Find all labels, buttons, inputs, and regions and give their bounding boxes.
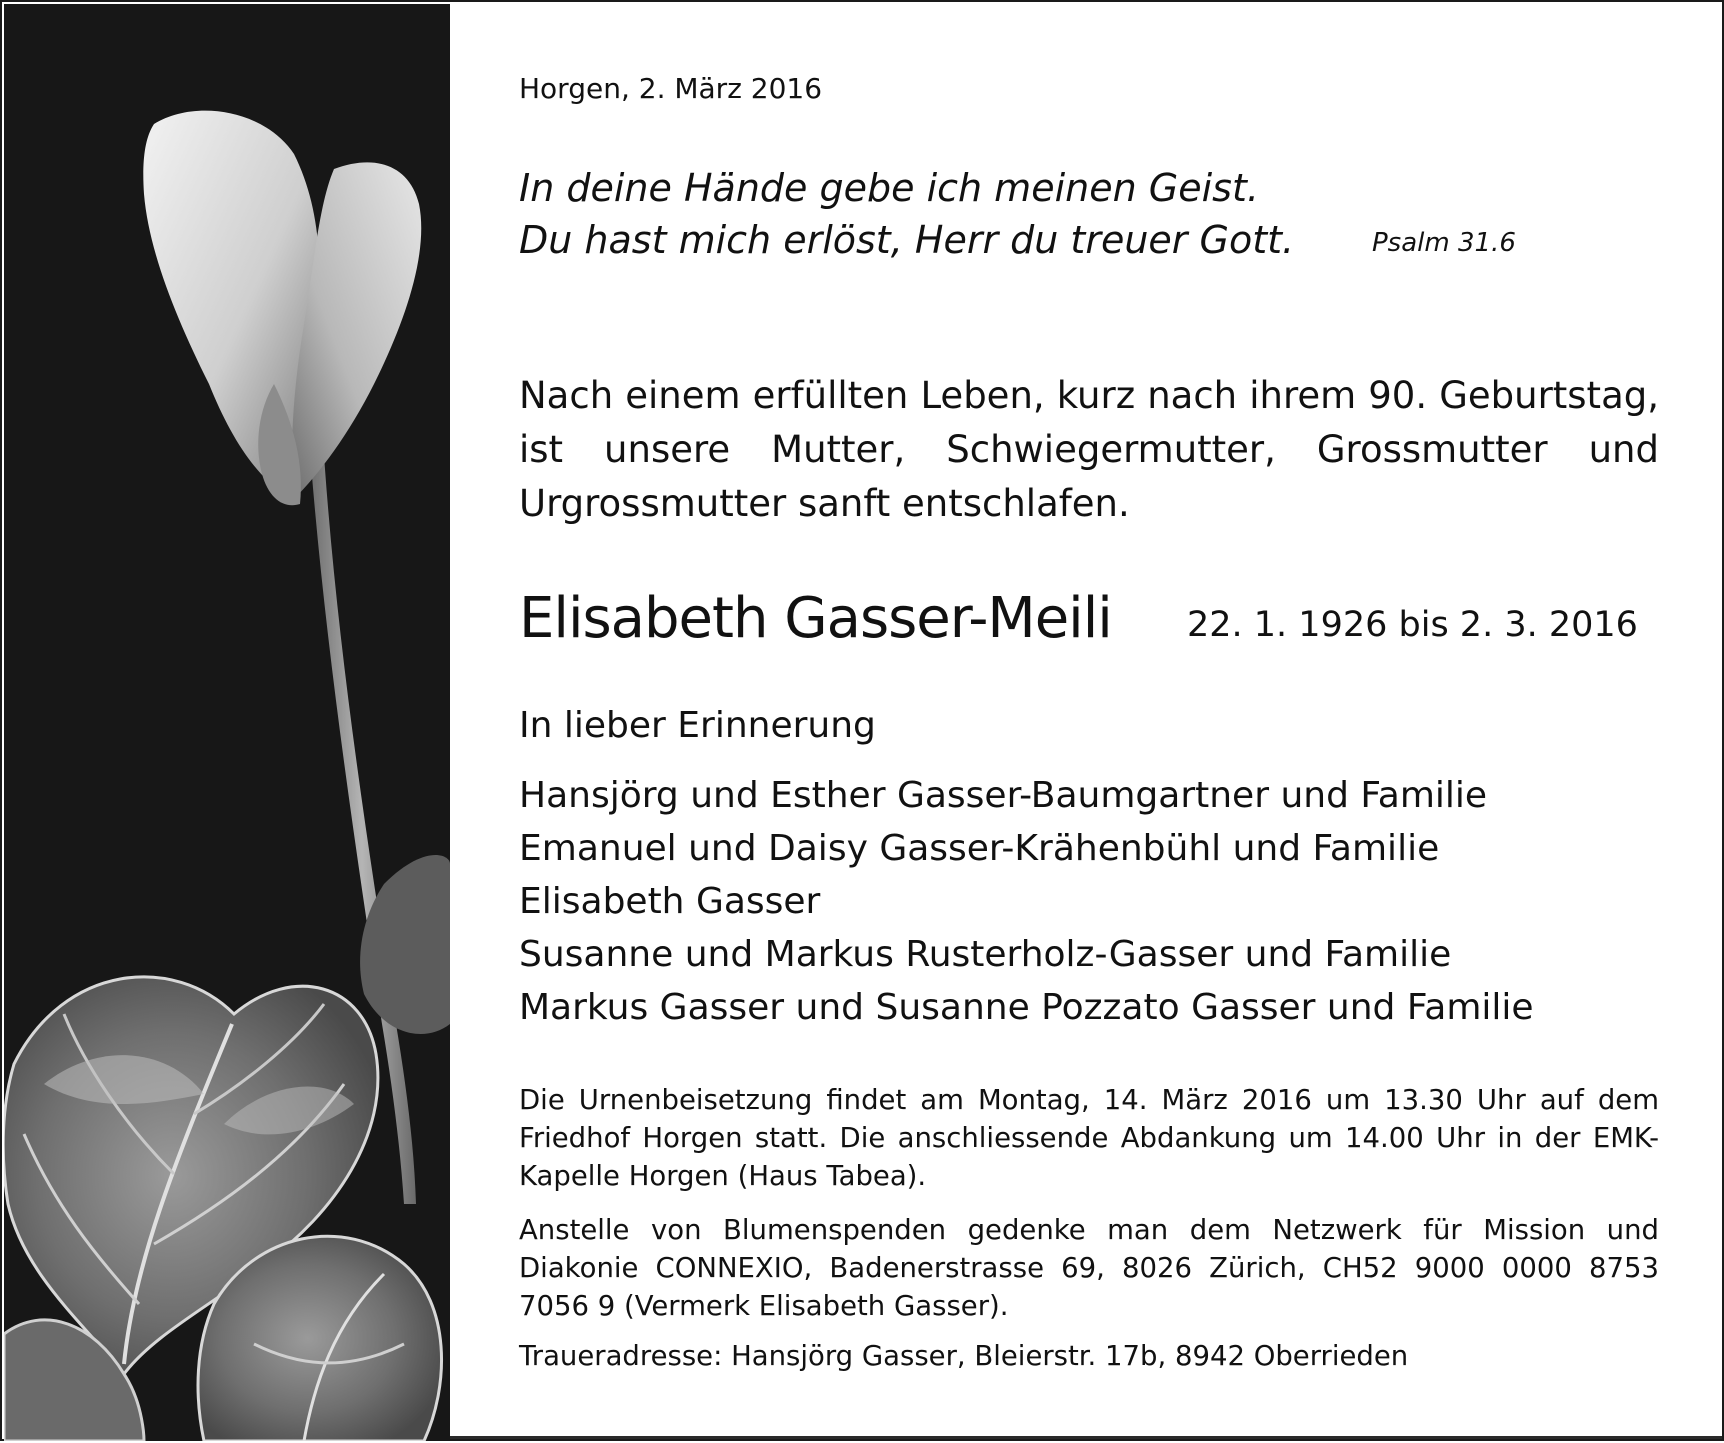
mourner-entry: Markus Gasser und Susanne Pozzato Gasser und Familie	[519, 987, 1534, 1028]
psalm-verse-line-1: In deine Hände gebe ich meinen Geist.	[519, 166, 1259, 210]
obituary-text	[519, 2, 1659, 1443]
bottom-border	[450, 1436, 1722, 1439]
mourners-list	[519, 769, 1534, 1034]
mourning-address: Traueradresse: Hansjörg Gasser, Bleierstr. 17b, 8942 Oberrieden	[519, 1340, 1409, 1372]
cyclamen-illustration	[4, 4, 450, 1441]
psalm-verse-line-2: Du hast mich erlöst, Herr du treuer Gott.	[519, 218, 1295, 262]
death-announcement: Nach einem erfüllten Leben, kurz nach ihrem 90. Geburtstag, ist unsere Mutter, Schwiegermutter, Grossmutter und Urgrossmutter sanft entschlafen.	[519, 374, 1659, 525]
cyclamen-flower-photo	[4, 4, 450, 1441]
mourner-entry: Emanuel und Daisy Gasser-Krähenbühl und Familie	[519, 828, 1440, 869]
place-date: Horgen, 2. März 2016	[519, 72, 823, 105]
lifespan-dates: 22. 1. 1926 bis 2. 3. 2016	[1187, 605, 1638, 645]
mourner-entry: Hansjörg und Esther Gasser-Baumgartner und Familie	[519, 775, 1488, 816]
memory-heading: In lieber Erinnerung	[519, 705, 876, 746]
burial-information: Die Urnenbeisetzung findet am Montag, 14. März 2016 um 13.30 Uhr auf dem Friedhof Horgen statt. Die anschliessende Abdankung um 14.00 Uhr in der EMK-Kapelle Horgen (Haus Tabea).	[519, 1084, 1659, 1192]
mourner-entry: Elisabeth Gasser	[519, 881, 821, 922]
deceased-name: Elisabeth Gasser-Meili	[519, 586, 1112, 651]
mourner-entry: Susanne und Markus Rusterholz-Gasser und Familie	[519, 934, 1452, 975]
psalm-reference: Psalm 31.6	[1372, 228, 1516, 258]
donation-information: Anstelle von Blumenspenden gedenke man dem Netzwerk für Mission und Diakonie CONNEXIO, Badenerstrasse 69, 8026 Zürich, CH52 9000 0000 8753 7056 9 (Vermerk Elisabeth Gasser).	[519, 1214, 1659, 1322]
